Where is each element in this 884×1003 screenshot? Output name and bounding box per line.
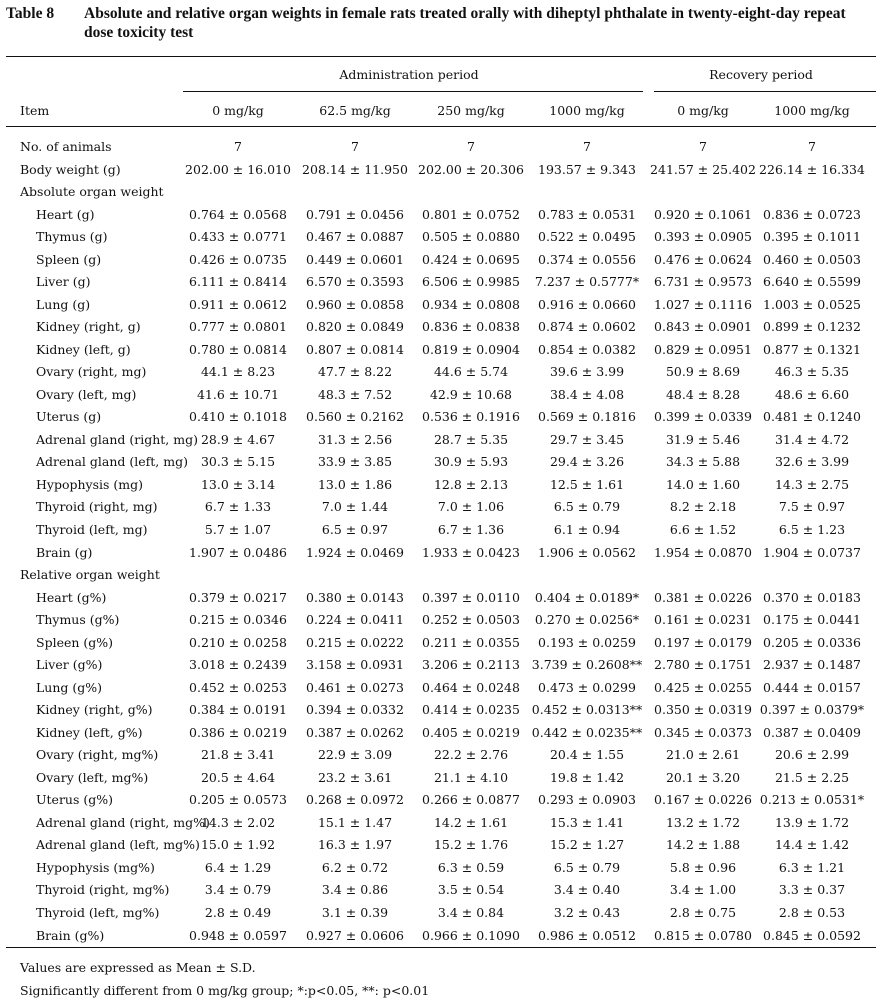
table-cell: 0.966 ± 0.1090 [422, 927, 520, 943]
table-cell: 2.8 ± 0.53 [778, 905, 846, 921]
table-cell: 0.268 ± 0.0972 [306, 792, 404, 808]
table-cell: 14.0 ± 1.60 [665, 476, 741, 492]
table-cell: 7 [467, 139, 475, 154]
table-cell: 21.1 ± 4.10 [433, 769, 509, 785]
table-cell: 0.161 ± 0.0231 [654, 612, 752, 628]
table-cell: 1.954 ± 0.0870 [654, 544, 752, 560]
table-cell: 0.404 ± 0.0189* [534, 589, 640, 605]
table-cell: 0.829 ± 0.0951 [654, 341, 752, 357]
row-label: Kidney (right, g) [36, 319, 141, 335]
table-cell: 15.1 ± 1.47 [317, 814, 393, 830]
table-cell: 0.350 ± 0.0319 [654, 702, 752, 718]
table-cell: 14.2 ± 1.88 [665, 837, 741, 853]
table-cell: 0.780 ± 0.0814 [189, 341, 287, 357]
table-cell: 34.3 ± 5.88 [665, 454, 741, 470]
table-cell: 0.948 ± 0.0597 [189, 927, 287, 943]
table-cell: 0.764 ± 0.0568 [189, 206, 287, 222]
table-cell: 0.197 ± 0.0179 [654, 634, 752, 650]
table-cell: 0.854 ± 0.0382 [538, 341, 636, 357]
table-cell: 6.6 ± 1.52 [669, 522, 737, 537]
table-cell: 23.2 ± 3.61 [317, 769, 393, 785]
table-cell: 20.4 ± 1.55 [549, 747, 625, 763]
table-cell: 1.027 ± 0.1116 [654, 296, 752, 312]
table-cell: 6.7 ± 1.33 [204, 499, 272, 515]
table-cell: 0.820 ± 0.0849 [306, 319, 404, 335]
row-label: Uterus (g%) [36, 792, 114, 808]
row-label: Thyroid (right, mg) [36, 499, 158, 515]
table-cell: 13.0 ± 1.86 [317, 476, 393, 492]
table-cell: 28.9 ± 4.67 [200, 431, 276, 447]
table-cell: 15.0 ± 1.92 [200, 837, 276, 853]
table-cell: 6.7 ± 1.36 [437, 522, 505, 537]
table-cell: 13.9 ± 1.72 [774, 814, 850, 830]
table-cell: 0.836 ± 0.0838 [422, 319, 520, 335]
row-label: Brain (g) [36, 544, 93, 560]
table-cell: 22.9 ± 3.09 [317, 747, 393, 763]
row-label: Thymus (g%) [36, 612, 120, 628]
table-cell: 0.424 ± 0.0695 [422, 251, 520, 267]
column-header: 1000 mg/kg [774, 103, 850, 118]
table-cell: 0.405 ± 0.0219 [422, 724, 520, 740]
table-cell: 38.4 ± 4.08 [549, 386, 625, 402]
table-cell: 0.426 ± 0.0735 [189, 251, 287, 267]
table-cell: 6.3 ± 0.59 [437, 859, 505, 875]
table-cell: 0.452 ± 0.0253 [189, 679, 287, 695]
table-cell: 0.205 ± 0.0336 [763, 634, 861, 650]
row-label: Uterus (g) [36, 409, 102, 425]
table-cell: 0.481 ± 0.1240 [763, 409, 861, 425]
table-cell: 0.394 ± 0.0332 [306, 702, 404, 718]
row-label: Ovary (left, mg%) [36, 769, 149, 785]
row-label: Relative organ weight [20, 567, 160, 583]
row-label: Thyroid (left, mg) [36, 522, 148, 537]
table-cell: 15.2 ± 1.27 [549, 837, 625, 853]
table-cell: 47.7 ± 8.22 [317, 364, 393, 380]
table-cell: 28.7 ± 5.35 [433, 431, 509, 447]
table-cell: 6.1 ± 0.94 [553, 522, 621, 537]
table-cell: 16.3 ± 1.97 [317, 837, 393, 853]
table-cell: 7 [699, 139, 707, 154]
row-label: Lung (g%) [36, 679, 103, 695]
table-cell: 21.0 ± 2.61 [665, 747, 741, 763]
table-cell: 0.384 ± 0.0191 [189, 702, 287, 718]
table-cell: 202.00 ± 16.010 [185, 161, 291, 177]
table-cell: 3.018 ± 0.2439 [189, 657, 287, 673]
table-cell: 6.5 ± 0.97 [321, 522, 389, 537]
table-cell: 0.386 ± 0.0219 [189, 724, 287, 740]
group-header-recovery: Recovery period [709, 67, 813, 82]
table-cell: 7.5 ± 0.97 [778, 499, 846, 515]
table-cell: 5.8 ± 0.96 [669, 859, 737, 875]
table-cell: 0.464 ± 0.0248 [422, 679, 520, 695]
table-cell: 20.1 ± 3.20 [665, 769, 741, 785]
row-label: Thyroid (left, mg%) [36, 905, 160, 921]
table-cell: 0.927 ± 0.0606 [306, 927, 404, 943]
table-cell: 0.560 ± 0.2162 [306, 409, 404, 425]
table-cell: 6.4 ± 1.29 [204, 859, 272, 875]
column-header: 250 mg/kg [437, 103, 505, 118]
table-cell: 2.8 ± 0.49 [204, 905, 272, 921]
table-cell: 0.224 ± 0.0411 [306, 612, 404, 628]
table-cell: 3.4 ± 1.00 [669, 882, 737, 898]
table-cell: 7.0 ± 1.06 [437, 499, 505, 515]
table-cell: 6.3 ± 1.21 [778, 859, 846, 875]
table-cell: 1.924 ± 0.0469 [306, 544, 404, 560]
table-cell: 0.960 ± 0.0858 [306, 296, 404, 312]
table-cell: 0.205 ± 0.0573 [189, 792, 287, 808]
table-cell: 3.1 ± 0.39 [321, 905, 389, 921]
table-cell: 3.4 ± 0.40 [553, 882, 621, 898]
item-header: Item [20, 103, 50, 118]
table-cell: 6.506 ± 0.9985 [422, 274, 520, 290]
table-cell: 33.9 ± 3.85 [317, 454, 393, 470]
table-cell: 3.4 ± 0.79 [204, 882, 272, 898]
row-label: Lung (g) [36, 296, 91, 312]
table-cell: 6.2 ± 0.72 [321, 859, 389, 875]
row-label: Spleen (g) [36, 251, 102, 267]
table-cell: 0.452 ± 0.0313** [531, 702, 643, 718]
table-cell: 226.14 ± 16.334 [759, 161, 865, 177]
table-cell: 0.536 ± 0.1916 [422, 409, 520, 425]
table-cell: 22.2 ± 2.76 [433, 747, 509, 763]
table-cell: 0.461 ± 0.0273 [306, 679, 404, 695]
table-cell: 0.467 ± 0.0887 [306, 229, 404, 245]
table-cell: 0.801 ± 0.0752 [422, 206, 520, 222]
table-cell: 29.7 ± 3.45 [549, 431, 625, 447]
row-label: Hypophysis (mg%) [36, 859, 155, 875]
table-cell: 0.266 ± 0.0877 [422, 792, 520, 808]
row-label: Absolute organ weight [20, 184, 164, 200]
row-label: Ovary (right, mg%) [36, 747, 159, 763]
table-cell: 44.1 ± 8.23 [200, 364, 276, 380]
table-cell: 48.4 ± 8.28 [665, 386, 741, 402]
row-label: Adrenal gland (right, mg) [36, 431, 198, 447]
table-cell: 31.4 ± 4.72 [774, 431, 850, 447]
table-cell: 0.916 ± 0.0660 [538, 296, 636, 312]
table-cell: 0.845 ± 0.0592 [763, 927, 861, 943]
table-cell: 32.6 ± 3.99 [774, 454, 850, 470]
table-cell: 0.473 ± 0.0299 [538, 679, 636, 695]
table-cell: 0.807 ± 0.0814 [306, 341, 404, 357]
table-cell: 20.5 ± 4.64 [200, 769, 276, 785]
table-cell: 193.57 ± 9.343 [538, 161, 636, 177]
table-cell: 7 [583, 139, 591, 154]
table-cell: 46.3 ± 5.35 [774, 364, 850, 380]
table-cell: 0.433 ± 0.0771 [189, 229, 287, 245]
table-cell: 0.167 ± 0.0226 [654, 792, 752, 808]
table-cell: 44.6 ± 5.74 [433, 364, 509, 380]
table-cell: 14.3 ± 2.75 [774, 476, 850, 492]
table-cell: 0.193 ± 0.0259 [538, 634, 636, 650]
table-cell: 0.843 ± 0.0901 [654, 319, 752, 335]
table-cell: 7 [234, 139, 242, 154]
table-cell: 41.6 ± 10.71 [196, 386, 280, 402]
table-cell: 0.175 ± 0.0441 [763, 612, 861, 628]
table-cell: 7.0 ± 1.44 [321, 499, 389, 515]
row-label: Spleen (g%) [36, 634, 114, 650]
table-cell: 8.2 ± 2.18 [669, 499, 737, 515]
row-label: Liver (g%) [36, 657, 103, 673]
table-cell: 0.399 ± 0.0339 [654, 409, 752, 425]
table-cell: 0.569 ± 0.1816 [538, 409, 636, 425]
table-cell: 0.387 ± 0.0409 [763, 724, 861, 740]
row-label: No. of animals [20, 139, 112, 154]
table-cell: 0.395 ± 0.1011 [763, 229, 861, 245]
table-cell: 3.206 ± 0.2113 [422, 657, 520, 673]
row-label: Body weight (g) [20, 161, 121, 177]
table-cell: 0.211 ± 0.0355 [422, 634, 520, 650]
table-cell: 3.4 ± 0.84 [437, 905, 505, 921]
top-rule [6, 56, 876, 57]
table-cell: 0.410 ± 0.1018 [189, 409, 287, 425]
table-cell: 21.5 ± 2.25 [774, 769, 850, 785]
row-label: Ovary (right, mg) [36, 364, 147, 380]
table-cell: 0.370 ± 0.0183 [763, 589, 861, 605]
row-label: Brain (g%) [36, 927, 105, 943]
table-cell: 0.397 ± 0.0110 [422, 589, 520, 605]
table-cell: 0.379 ± 0.0217 [189, 589, 287, 605]
table-cell: 3.158 ± 0.0931 [306, 657, 404, 673]
table-cell: 2.937 ± 0.1487 [763, 657, 861, 673]
table-cell: 2.8 ± 0.75 [669, 905, 737, 921]
table-cell: 0.836 ± 0.0723 [763, 206, 861, 222]
table-cell: 0.934 ± 0.0808 [422, 296, 520, 312]
table-cell: 1.907 ± 0.0486 [189, 544, 287, 560]
table-cell: 2.780 ± 0.1751 [654, 657, 752, 673]
table-cell: 6.731 ± 0.9573 [654, 274, 752, 290]
table-cell: 21.8 ± 3.41 [200, 747, 276, 763]
table-cell: 0.345 ± 0.0373 [654, 724, 752, 740]
table-cell: 15.3 ± 1.41 [549, 814, 625, 830]
table-cell: 3.739 ± 0.2608** [531, 657, 643, 673]
table-cell: 12.5 ± 1.61 [549, 476, 625, 492]
column-header: 62.5 mg/kg [319, 103, 391, 118]
table-cell: 15.2 ± 1.76 [433, 837, 509, 853]
table-cell: 0.397 ± 0.0379* [759, 702, 865, 718]
row-label: Adrenal gland (left, mg) [36, 454, 188, 470]
table-cell: 0.460 ± 0.0503 [763, 251, 861, 267]
table-cell: 1.906 ± 0.0562 [538, 544, 636, 560]
table-cell: 30.9 ± 5.93 [433, 454, 509, 470]
table-cell: 42.9 ± 10.68 [429, 386, 513, 402]
group-header-administration: Administration period [339, 67, 479, 82]
table-cell: 0.986 ± 0.0512 [538, 927, 636, 943]
row-label: Kidney (right, g%) [36, 702, 153, 718]
table-cell: 0.920 ± 0.1061 [654, 206, 752, 222]
table-cell: 3.5 ± 0.54 [437, 882, 505, 898]
table-cell: 0.505 ± 0.0880 [422, 229, 520, 245]
table-cell: 6.640 ± 0.5599 [763, 274, 861, 290]
row-label: Kidney (left, g%) [36, 724, 143, 740]
table-cell: 0.270 ± 0.0256* [534, 612, 640, 628]
table-cell: 14.2 ± 1.61 [433, 814, 509, 830]
table-cell: 202.00 ± 20.306 [418, 161, 524, 177]
table-cell: 0.252 ± 0.0503 [422, 612, 520, 628]
row-label: Thymus (g) [36, 229, 108, 245]
table-cell: 0.819 ± 0.0904 [422, 341, 520, 357]
table-cell: 0.215 ± 0.0346 [189, 612, 287, 628]
table-cell: 0.783 ± 0.0531 [538, 206, 636, 222]
table-title: Absolute and relative organ weights in female rats treated orally with diheptyl phthalate in twenty-eight-day repeat dose toxicity test [84, 5, 846, 41]
table-cell: 29.4 ± 3.26 [549, 454, 625, 470]
row-label: Heart (g%) [36, 589, 107, 605]
table-cell: 6.5 ± 0.79 [553, 499, 621, 515]
table-cell: 14.3 ± 2.02 [200, 814, 276, 830]
table-cell: 241.57 ± 25.402 [650, 161, 756, 177]
column-header: 1000 mg/kg [549, 103, 625, 118]
table-cell: 1.904 ± 0.0737 [763, 544, 861, 560]
table-cell: 0.899 ± 0.1232 [763, 319, 861, 335]
table-cell: 48.6 ± 6.60 [774, 386, 850, 402]
table-cell: 1.003 ± 0.0525 [763, 296, 861, 312]
table-cell: 14.4 ± 1.42 [774, 837, 850, 853]
table-cell: 0.425 ± 0.0255 [654, 679, 752, 695]
table-cell: 31.9 ± 5.46 [665, 431, 741, 447]
table-cell: 20.6 ± 2.99 [774, 747, 850, 763]
table-cell: 3.4 ± 0.86 [321, 882, 389, 898]
table-cell: 0.877 ± 0.1321 [763, 341, 861, 357]
row-label: Hypophysis (mg) [36, 476, 144, 492]
row-label: Heart (g) [36, 206, 95, 222]
row-label: Adrenal gland (left, mg%) [36, 837, 200, 853]
table-cell: 3.2 ± 0.43 [553, 905, 621, 921]
table-cell: 0.522 ± 0.0495 [538, 229, 636, 245]
table-cell: 6.5 ± 1.23 [778, 522, 846, 537]
table-cell: 5.7 ± 1.07 [204, 522, 272, 537]
table-cell: 0.442 ± 0.0235** [531, 724, 643, 740]
table-cell: 6.570 ± 0.3593 [306, 274, 404, 290]
table-cell: 0.911 ± 0.0612 [189, 296, 287, 312]
table-cell: 0.293 ± 0.0903 [538, 792, 636, 808]
table-cell: 7.237 ± 0.5777* [534, 274, 640, 290]
table-label: Table 8 [6, 5, 55, 22]
admin-group-rule [183, 91, 643, 92]
table-cell: 48.3 ± 7.52 [317, 386, 393, 402]
recovery-group-rule [654, 91, 876, 92]
table-cell: 50.9 ± 8.69 [665, 364, 741, 380]
table-cell: 0.449 ± 0.0601 [306, 251, 404, 267]
column-header: 0 mg/kg [212, 103, 264, 118]
table-cell: 6.5 ± 0.79 [553, 859, 621, 875]
row-label: Adrenal gland (right, mg%) [36, 814, 210, 830]
table-cell: 30.3 ± 5.15 [200, 454, 276, 470]
row-label: Kidney (left, g) [36, 341, 131, 357]
table-cell: 0.444 ± 0.0157 [763, 679, 861, 695]
row-label: Liver (g) [36, 274, 91, 290]
footnote-significance: Significantly different from 0 mg/kg group; *:p<0.05, **: p<0.01 [20, 983, 430, 998]
column-header: 0 mg/kg [677, 103, 729, 118]
table-cell: 19.8 ± 1.42 [549, 769, 625, 785]
table-cell: 0.213 ± 0.0531* [759, 792, 865, 808]
table-cell: 39.6 ± 3.99 [549, 364, 625, 380]
table-cell: 3.3 ± 0.37 [778, 882, 846, 898]
table-cell: 7 [351, 139, 359, 154]
table-cell: 12.8 ± 2.13 [433, 476, 509, 492]
bottom-rule [6, 947, 876, 948]
table-cell: 1.933 ± 0.0423 [422, 544, 520, 560]
table-cell: 13.0 ± 3.14 [200, 476, 276, 492]
table-cell: 13.2 ± 1.72 [665, 814, 741, 830]
table-cell: 208.14 ± 11.950 [302, 161, 408, 177]
table-cell: 0.387 ± 0.0262 [306, 724, 404, 740]
table-cell: 0.815 ± 0.0780 [654, 927, 752, 943]
header-rule [6, 126, 876, 127]
table-cell: 0.381 ± 0.0226 [654, 589, 752, 605]
table-cell: 0.874 ± 0.0602 [538, 319, 636, 335]
table-cell: 0.210 ± 0.0258 [189, 634, 287, 650]
table-cell: 0.374 ± 0.0556 [538, 251, 636, 267]
table-cell: 31.3 ± 2.56 [317, 431, 393, 447]
table-cell: 0.215 ± 0.0222 [306, 634, 404, 650]
table-cell: 0.414 ± 0.0235 [422, 702, 520, 718]
table-cell: 6.111 ± 0.8414 [189, 274, 287, 290]
table-cell: 0.476 ± 0.0624 [654, 251, 752, 267]
footnote-values: Values are expressed as Mean ± S.D. [20, 960, 256, 975]
row-label: Ovary (left, mg) [36, 386, 137, 402]
row-label: Thyroid (right, mg%) [36, 882, 170, 898]
table-cell: 0.380 ± 0.0143 [306, 589, 404, 605]
table-cell: 0.791 ± 0.0456 [306, 206, 404, 222]
table-cell: 7 [808, 139, 816, 154]
table-cell: 0.777 ± 0.0801 [189, 319, 287, 335]
table-cell: 0.393 ± 0.0905 [654, 229, 752, 245]
